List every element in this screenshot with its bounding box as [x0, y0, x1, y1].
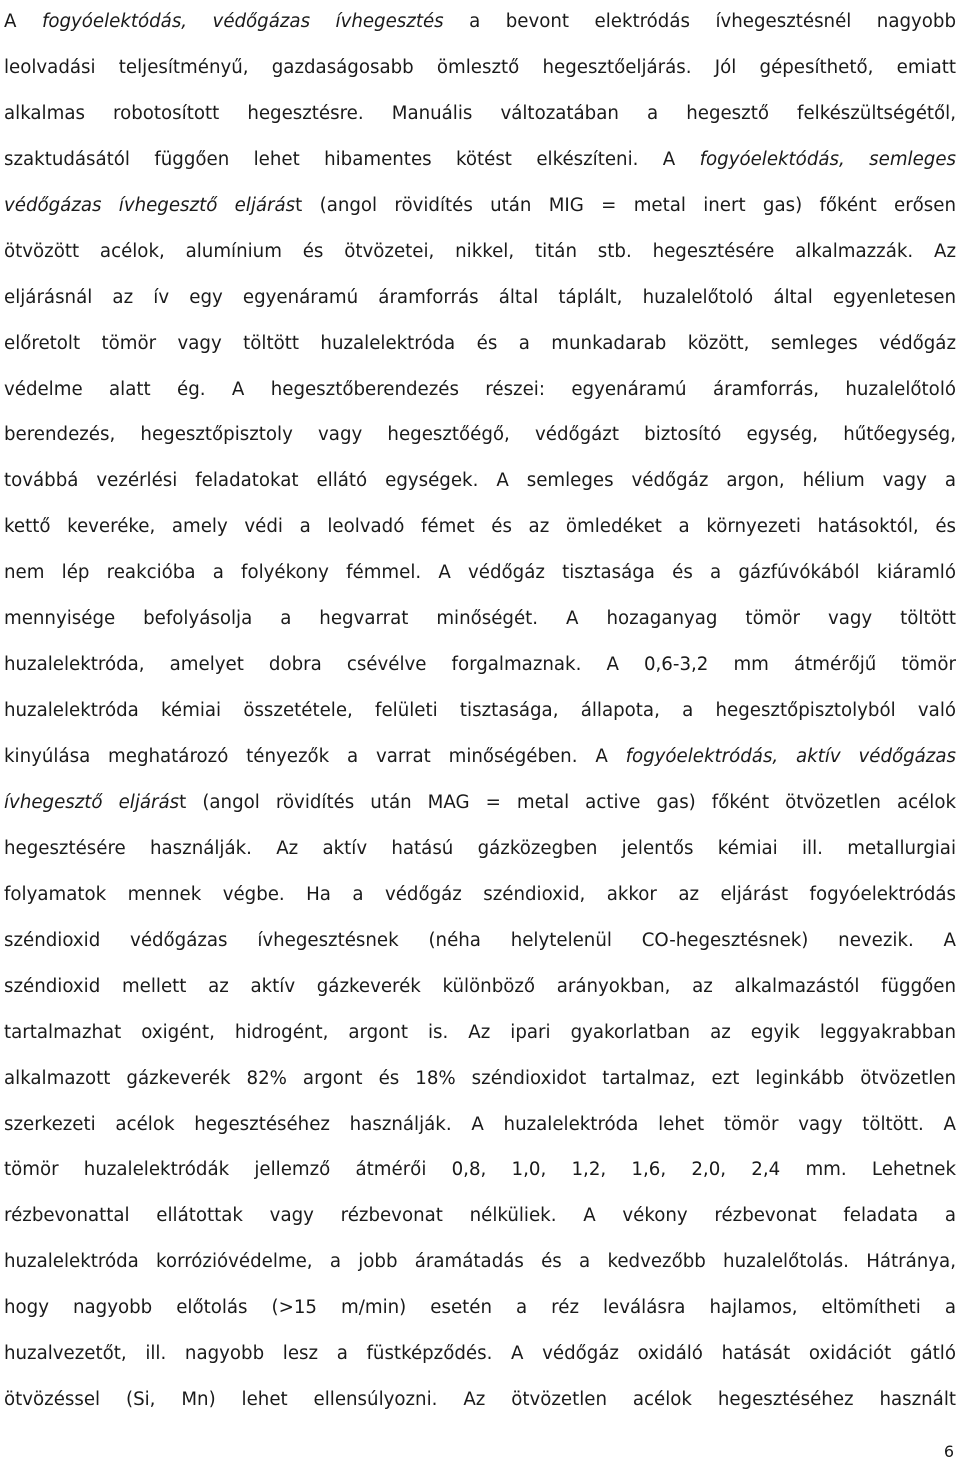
text-line: [4, 1377, 956, 1423]
italic-term: védőgázas ívhegesztő eljárás: [4, 194, 296, 216]
text-line: [4, 780, 956, 826]
text-segment: szaktudásától függően lehet hibamentes kötést elkészíteni. A: [4, 148, 700, 170]
text-segment: széndioxid védőgázas ívhegesztésnek (néha helytelenül CO-hegesztésnek) nevezik. A: [4, 929, 956, 951]
text-segment: rézbevonattal ellátottak vagy rézbevonat nélküliek. A vékony rézbevonat feladata a: [4, 1205, 956, 1227]
text-segment: eljárásnál az ív egy egyenáramú áramforrás által táplált, huzalelőtoló által egyenletesen: [4, 286, 956, 308]
text-segment: alkalmazott gázkeverék 82% argont és 18% széndioxidot tartalmaz, ezt leginkább ötvözetlen: [4, 1067, 956, 1089]
text-line: [4, 183, 956, 229]
text-line: [4, 826, 956, 872]
text-line: [4, 1285, 956, 1331]
text-segment: huzalelektróda korrózióvédelme, a jobb áramátadás és a kedvezőbb huzalelőtolás. Hátránya,: [4, 1251, 956, 1273]
text-segment: huzalelektróda kémiai összetétele, felületi tisztasága, állapota, a hegesztőpisztolyból való: [4, 700, 956, 722]
text-line: [4, 45, 956, 91]
text-segment: szerkezeti acélok hegesztéséhez használják. A huzalelektróda lehet tömör vagy töltött. A: [4, 1113, 956, 1135]
text-segment: előretolt tömör vagy töltött huzalelektróda és a munkadarab között, semleges védőgáz: [4, 332, 956, 354]
italic-term: fogyóelektródás, aktív védőgázas: [625, 746, 956, 767]
italic-term: ívhegesztő eljárás: [4, 791, 180, 813]
text-line: [4, 918, 956, 964]
text-segment: alkalmas robotosított hegesztésre. Manuális változatában a hegesztő felkészültségétől,: [4, 102, 956, 124]
text-line: [4, 137, 956, 183]
text-line: [4, 964, 956, 1010]
text-line: [4, 275, 956, 321]
text-line: [4, 550, 956, 596]
text-segment: továbbá vezérlési feladatokat ellátó egységek. A semleges védőgáz argon, hélium vagy a: [4, 470, 956, 492]
text-line: [4, 458, 956, 504]
text-segment: tömör huzalelektródák jellemző átmérői 0,8, 1,0, 1,2, 1,6, 2,0, 2,4 mm. Lehetnek: [4, 1159, 956, 1181]
text-line: [4, 412, 956, 458]
text-segment: berendezés, hegesztőpisztoly vagy hegesztőégő, védőgázt biztosító egység, hűtőegység,: [4, 424, 956, 446]
text-segment: huzalelektróda, amelyet dobra csévélve forgalmaznak. A 0,6-3,2 mm átmérőjű tömör: [4, 654, 956, 676]
text-segment: t (angol rövidítés után MAG = metal active gas) főként ötvözetlen acélok: [179, 791, 956, 813]
text-segment: tartalmazhat oxigént, hidrogént, argont is. Az ipari gyakorlatban az egyik leggyakrabban: [4, 1021, 956, 1043]
text-line: [4, 504, 956, 550]
text-line: [4, 91, 956, 137]
text-segment: mennyisége befolyásolja a hegvarrat minőségét. A hozaganyag tömör vagy töltött: [4, 608, 956, 630]
text-line: [4, 734, 956, 780]
text-segment: ötvözött acélok, alumínium és ötvözetei, nikkel, titán stb. hegesztésére alkalmazzák. Az: [4, 240, 956, 262]
text-segment: folyamatok mennek végbe. Ha a védőgáz széndioxid, akkor az eljárást fogyóelektródás: [4, 883, 956, 905]
text-segment: nem lép reakcióba a folyékony fémmel. A védőgáz tisztasága és a gázfúvókából kiáramló: [4, 562, 956, 584]
text-segment: t (angol rövidítés után MIG = metal inert gas) főként erősen: [295, 194, 956, 216]
text-line: [4, 872, 956, 918]
text-line: [4, 1147, 956, 1193]
text-line: [4, 688, 956, 734]
text-line: [4, 1193, 956, 1239]
text-segment: hogy nagyobb előtolás (>15 m/min) esetén a réz leválásra hajlamos, eltömítheti a: [4, 1297, 956, 1319]
text-segment: ötvözéssel (Si, Mn) lehet ellensúlyozni. Az ötvözetlen acélok hegesztéséhez használt: [4, 1389, 956, 1411]
text-line: [4, 596, 956, 642]
text-segment: a bevont elektródás ívhegesztésnél nagyobb: [443, 11, 956, 32]
text-segment: kettő keveréke, amely védi a leolvadó fémet és az ömledéket a környezeti hatásoktól, és: [4, 516, 956, 538]
body-paragraph: [4, 0, 956, 1423]
text-line: [4, 1239, 956, 1285]
text-segment: hegesztésére használják. Az aktív hatású gázközegben jelentős kémiai ill. metallurgiai: [4, 837, 956, 859]
text-segment: védelme alatt ég. A hegesztőberendezés részei: egyenáramú áramforrás, huzalelőtoló: [4, 378, 956, 400]
text-line: [4, 1331, 956, 1377]
text-line: [4, 1102, 956, 1148]
text-segment: A: [4, 11, 42, 32]
text-line: [4, 1056, 956, 1102]
text-line: [4, 642, 956, 688]
text-segment: kinyúlása meghatározó tényezők a varrat minőségében. A: [4, 746, 626, 767]
italic-term: fogyóelektódás, védőgázas ívhegesztés: [41, 11, 444, 32]
text-line: [4, 0, 956, 45]
text-segment: huzalvezetőt, ill. nagyobb lesz a füstképződés. A védőgáz oxidáló hatását oxidációt gátló: [4, 1343, 956, 1365]
text-segment: széndioxid mellett az aktív gázkeverék különböző arányokban, az alkalmazástól függően: [4, 975, 956, 997]
text-line: [4, 321, 956, 367]
text-segment: leolvadási teljesítményű, gazdaságosabb ömlesztő hegesztőeljárás. Jól gépesíthető, emiatt: [4, 56, 956, 78]
italic-term: fogyóelektódás, semleges: [699, 148, 956, 170]
page-number: 6: [943, 1442, 954, 1461]
text-line: [4, 229, 956, 275]
text-line: [4, 1010, 956, 1056]
text-line: [4, 367, 956, 413]
